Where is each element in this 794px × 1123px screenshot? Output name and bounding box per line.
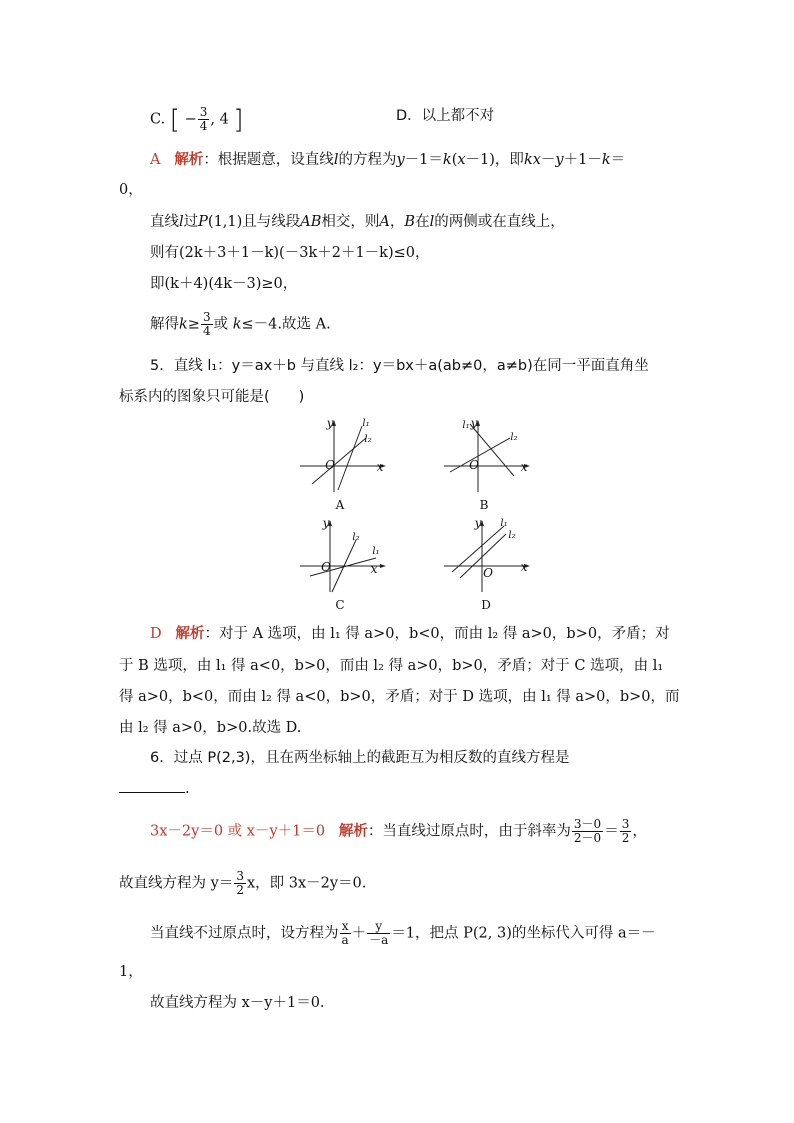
q6-analysis-line2: 故直线方程为 y＝ $\frac{3}{2}$ x，即 3x－2y＝0.	[119, 869, 367, 897]
graph-b-y: y	[470, 416, 478, 430]
option-d: D．以上都不对	[396, 108, 495, 124]
answer-blank	[119, 778, 185, 793]
q5-stem-line2: 标系内的图象只可能是( )	[119, 389, 305, 405]
graph-b-l2: l₂	[510, 432, 518, 443]
graph-b-label: B	[479, 498, 489, 512]
q4-jiexi-label: 解析	[174, 151, 204, 168]
bracket-left-icon: [	[169, 104, 180, 135]
graph-b-o: O	[469, 458, 479, 472]
q6-analysis-line1: 3x－2y＝0 或 x－y＋1＝0 解析：当直线过原点时，由于斜率为 $\frac{3-0}{2-0}$ ＝ $\frac{3}{2}$ ，	[150, 817, 647, 845]
q6-analysis-line3: 当直线不过原点时，设方程为 $\frac{x}{a}$ ＋ $\frac{y}{-a}$ ＝1，把点 P(2, 3)的坐标代入可得 a＝－	[150, 919, 656, 947]
q6-analysis-line3-cont: 1，	[119, 964, 143, 980]
q5-analysis-line1: D 解析：对于 A 选项，由 l₁ 得 a>0，b<0，而由 l₂ 得 a>0，b>0，矛盾；对	[150, 625, 670, 642]
graph-a-l2: l₂	[364, 434, 372, 445]
option-c-fraction: $\frac{3}{4}$	[199, 105, 208, 133]
graph-b	[440, 416, 532, 516]
q4-analysis-line4: 即(k＋4)(4k－3)≥0，	[150, 276, 298, 292]
graph-d	[440, 516, 532, 616]
q4-analysis-line1-cont: 0，	[119, 182, 143, 198]
option-c-upper: 4	[219, 111, 229, 128]
q4-analysis-line2: 直线l过P(1,1)且与线段AB相交，则A，B在l的两侧或在直线上，	[150, 214, 565, 230]
graph-c-x: x	[370, 562, 378, 576]
q5-jiexi-label: 解析	[175, 625, 205, 642]
q5-answer: D	[150, 626, 162, 642]
option-c: C. [ − $\frac{3}{4}$ , 4 ]	[150, 104, 244, 135]
graph-a	[296, 416, 388, 516]
q5-analysis-line4: 由 l₂ 得 a>0，b>0.故选 D.	[119, 720, 302, 736]
q6-stem-line1: 6．过点 P(2,3)，且在两坐标轴上的截距互为相反数的直线方程是	[150, 750, 570, 766]
graph-a-o: O	[325, 458, 335, 472]
q5-stem-line1: 5．直线 l₁：y＝ax＋b 与直线 l₂：y＝bx＋a(ab≠0，a≠b)在同一平面直角坐	[150, 358, 649, 374]
q4-analysis-line3: 则有(2k＋3＋1－k)(－3k＋2＋1－k)≤0，	[150, 245, 430, 261]
q4-analysis-line5: 解得k≥ $\frac{3}{4}$ 或 k≤－4.故选 A.	[150, 310, 331, 338]
graph-d-x: x	[520, 560, 528, 574]
graph-c-y: y	[322, 516, 330, 530]
q6-analysis-line4: 故直线方程为 x－y＋1＝0.	[150, 995, 325, 1011]
graph-c-o: O	[321, 560, 331, 574]
q6-stem-line2: .	[119, 778, 190, 799]
graph-d-l2: l₂	[508, 530, 516, 541]
q5-analysis-line2: 于 B 选项，由 l₁ 得 a<0，b>0，而由 l₂ 得 a>0，b>0，矛盾；对于 C 选项，由 l₁	[119, 658, 664, 674]
graph-b-x: x	[520, 460, 528, 474]
q6-answer: 3x－2y＝0 或 x－y＋1＝0	[150, 823, 326, 840]
graph-a-l1: l₁	[362, 418, 370, 429]
graph-c	[296, 516, 388, 616]
graph-d-label: D	[481, 598, 491, 612]
graph-d-o: O	[483, 566, 493, 580]
q4-answer: A	[150, 152, 161, 168]
graph-d-y: y	[474, 516, 482, 530]
option-c-letter: C.	[150, 111, 166, 128]
graph-a-y: y	[326, 416, 334, 430]
q5-analysis-line3: 得 a>0，b<0，而由 l₂ 得 a<0，b>0，矛盾；对于 D 选项，由 l₁ 得 a>0，b>0，而	[119, 689, 680, 705]
graph-b-l1: l₁	[462, 420, 470, 431]
graph-c-label: C	[335, 598, 345, 612]
graph-a-x: x	[376, 460, 384, 474]
graph-c-l2: l₂	[352, 532, 360, 543]
graph-c-l1: l₁	[372, 546, 380, 557]
graph-d-l1: l₁	[500, 518, 508, 529]
q4-analysis-line1: A 解析：根据题意，设直线l的方程为y－1＝k(x－1)，即kx－y＋1－k＝	[150, 151, 626, 168]
bracket-right-icon: ]	[233, 104, 244, 135]
graph-a-label: A	[335, 498, 345, 512]
q6-jiexi-label: 解析	[338, 822, 368, 840]
